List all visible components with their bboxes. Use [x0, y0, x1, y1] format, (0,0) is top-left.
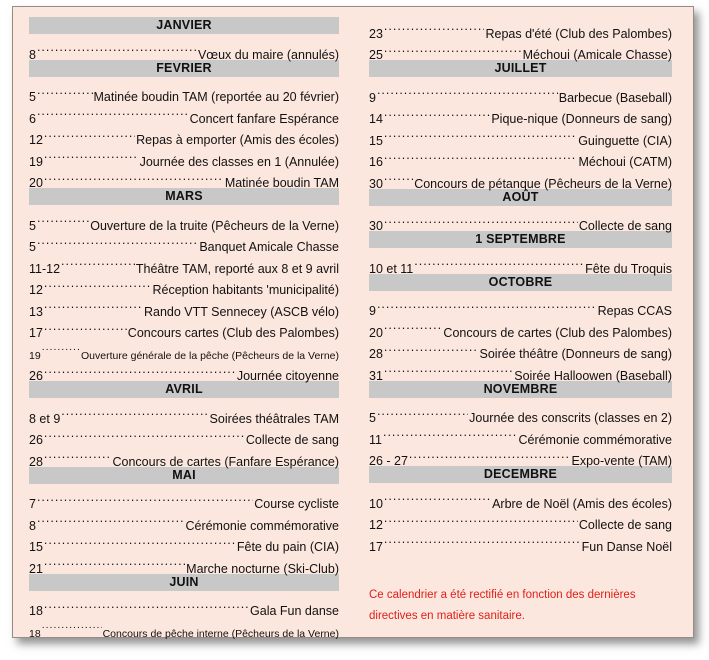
- event-label: Réception habitants 'municipalité): [152, 283, 339, 297]
- event-date: 9: [369, 90, 376, 105]
- event-date: 15: [29, 540, 43, 554]
- event-label: Course cycliste: [254, 497, 339, 511]
- event-date: 11-12: [29, 261, 61, 276]
- month-header: JANVIER: [29, 17, 339, 34]
- event-label: Ouverture de la truite (Pêcheurs de la Verne): [90, 218, 339, 233]
- event-label: Soirée théâtre (Donneurs de sang): [479, 347, 672, 361]
- dot-leader: [383, 422, 517, 444]
- event-row: [29, 208, 339, 233]
- dot-leader: [384, 358, 513, 380]
- dot-leader: [384, 508, 578, 530]
- month-header: OCTOBRE: [369, 274, 672, 291]
- month-header: AOÛT: [369, 189, 672, 206]
- event-date: 23: [369, 26, 383, 41]
- event-date: 6: [29, 111, 36, 126]
- event-label: Matinée boudin TAM: [224, 176, 339, 190]
- event-label: Gala Fun danse: [250, 604, 339, 618]
- dot-leader: [44, 294, 143, 316]
- event-label: Concert fanfare Espérance: [189, 111, 339, 126]
- dot-leader: [37, 508, 185, 530]
- event-date: 20: [369, 325, 383, 340]
- event-date: 5: [29, 218, 36, 233]
- event-date: 30: [369, 219, 383, 233]
- event-row: [29, 401, 339, 426]
- event-label: Concours de pétanque (Pêcheurs de la Verne): [414, 176, 672, 191]
- event-label: Concours cartes (Club des Palombes): [127, 326, 339, 340]
- dot-leader: [44, 423, 245, 445]
- event-label: Méchoui (Amicale Chasse): [522, 48, 672, 62]
- event-row: [369, 16, 672, 41]
- event-label: Rando VTT Sennecey (ASCB vélo): [143, 304, 339, 319]
- event-label: Repas d'été (Club des Palombes): [485, 26, 672, 41]
- dot-leader: [377, 80, 558, 102]
- event-date: 9: [369, 304, 376, 318]
- event-date: 16: [369, 155, 383, 169]
- dot-leader: [37, 487, 253, 509]
- event-label: Cérémonie commémorative: [518, 432, 672, 447]
- dot-leader: [42, 337, 80, 359]
- event-date: 5: [29, 240, 36, 254]
- event-row: [29, 487, 339, 509]
- event-label: Méchoui (CATM): [578, 155, 672, 169]
- dot-leader: [414, 251, 584, 273]
- dot-leader: [61, 251, 135, 273]
- dot-leader: [37, 80, 93, 102]
- event-label: Concours de cartes (Fanfare Espérance): [112, 454, 339, 469]
- event-label: Ouverture générale de la pêche (Pêcheurs de la Verne): [81, 349, 339, 362]
- event-date: 10: [369, 496, 383, 511]
- event-label: Pique-nique (Donneurs de sang): [491, 112, 672, 126]
- dot-leader: [44, 166, 224, 188]
- event-date: 15: [369, 133, 383, 148]
- event-date: 25: [369, 48, 383, 62]
- event-row: [369, 80, 672, 105]
- right-column: [369, 16, 672, 554]
- event-label: Vœux du maire (annulés): [197, 47, 339, 62]
- event-date: 18: [29, 604, 43, 618]
- month-header: DECEMBRE: [369, 466, 672, 483]
- sanitary-note: Ce calendrier a été rectifié en fonction des dernières directives en matière sanitaire.: [369, 589, 636, 622]
- event-date: 7: [29, 497, 36, 511]
- event-label: Journée citoyenne: [236, 369, 339, 383]
- event-label: Collecte de sang: [245, 433, 339, 447]
- event-date: 8: [29, 47, 36, 62]
- dot-leader: [377, 294, 597, 316]
- event-date: 19: [29, 349, 41, 362]
- event-label: Fête du pain (CIA): [236, 540, 339, 554]
- event-date: 30: [369, 176, 383, 191]
- event-row: [29, 594, 339, 616]
- dot-leader: [44, 359, 236, 381]
- event-date: 12: [29, 133, 43, 147]
- event-label: Fun Danse Noël: [581, 539, 672, 554]
- dot-leader: [384, 145, 578, 167]
- dot-leader: [384, 315, 443, 337]
- event-row: [369, 294, 672, 316]
- event-row: [369, 251, 672, 276]
- event-label: Fête du Troquis: [585, 261, 672, 276]
- event-label: Marche nocturne (Ski-Club): [186, 561, 339, 576]
- dot-leader: [384, 529, 581, 551]
- event-label: Guinguette (CIA): [578, 133, 672, 148]
- dot-leader: [384, 486, 491, 508]
- dot-leader: [44, 144, 139, 166]
- event-date: 17: [29, 326, 43, 340]
- dot-leader: [42, 615, 102, 637]
- event-date: 21: [29, 561, 43, 576]
- event-date: 12: [29, 283, 43, 297]
- event-date: 5: [369, 411, 376, 425]
- dot-leader: [384, 38, 522, 60]
- month-header: MAI: [29, 467, 339, 484]
- event-label: Repas CCAS: [597, 304, 672, 318]
- dot-leader: [384, 209, 578, 231]
- event-label: Collecte de sang: [578, 518, 672, 532]
- event-date: 14: [369, 112, 383, 126]
- month-header: FEVRIER: [29, 60, 339, 77]
- event-date: 31: [369, 368, 383, 383]
- dot-leader: [44, 316, 127, 338]
- dot-leader: [44, 273, 152, 295]
- event-date: 10 et 11: [369, 261, 414, 276]
- event-label: Repas à emporter (Amis des écoles): [136, 133, 339, 147]
- dot-leader: [44, 444, 112, 466]
- event-row: [29, 80, 339, 102]
- dot-leader: [44, 594, 249, 616]
- event-label: Concours de pêche interne (Pêcheurs de la Verne): [102, 627, 339, 640]
- event-row: [369, 486, 672, 511]
- event-label: Banquet Amicale Chasse: [199, 240, 339, 254]
- dot-leader: [37, 230, 198, 252]
- dot-leader: [384, 166, 413, 188]
- event-date: 8 et 9: [29, 411, 61, 426]
- event-date: 26 - 27: [369, 454, 408, 468]
- event-date: 18: [29, 627, 41, 640]
- event-date: 28: [29, 454, 43, 469]
- event-row: [29, 37, 339, 62]
- dot-leader: [409, 444, 571, 466]
- dot-leader: [44, 551, 185, 573]
- event-label: Théâtre TAM, reporté aux 8 et 9 avril: [135, 261, 339, 276]
- event-date: 19: [29, 154, 43, 169]
- dot-leader: [44, 530, 236, 552]
- event-label: Soirée Halloowen (Baseball): [514, 368, 672, 383]
- event-label: Journée des classes en 1 (Annulée): [139, 154, 339, 169]
- month-header: NOVEMBRE: [369, 381, 672, 398]
- dot-leader: [37, 101, 189, 123]
- month-header: JUIN: [29, 574, 339, 591]
- calendar-card: [12, 6, 694, 638]
- event-label: Expo-vente (TAM): [571, 454, 672, 468]
- event-date: 8: [29, 518, 36, 533]
- dot-leader: [384, 123, 577, 145]
- event-date: 20: [29, 176, 43, 190]
- event-label: Collecte de sang: [578, 219, 672, 233]
- event-label: Matinée boudin TAM (reportée au 20 février): [93, 90, 339, 104]
- event-date: 28: [369, 347, 383, 361]
- dot-leader: [37, 37, 197, 59]
- event-date: 5: [29, 90, 36, 104]
- event-date: 26: [29, 369, 43, 383]
- dot-leader: [37, 208, 89, 230]
- month-header: MARS: [29, 188, 339, 205]
- dot-leader: [44, 123, 135, 145]
- dot-leader: [61, 401, 208, 423]
- left-column: [29, 16, 339, 640]
- event-date: 11: [369, 432, 382, 447]
- event-label: Concours de cartes (Club des Palombes): [443, 325, 672, 340]
- event-label: Barbecue (Baseball): [558, 90, 672, 105]
- event-row: [369, 209, 672, 231]
- dot-leader: [377, 401, 468, 423]
- event-row: [369, 401, 672, 423]
- event-label: Soirées théâtrales TAM: [209, 411, 339, 426]
- month-header: JUILLET: [369, 60, 672, 77]
- event-label: Arbre de Noël (Amis des écoles): [492, 496, 672, 511]
- dot-leader: [384, 102, 490, 124]
- event-date: 12: [369, 518, 383, 532]
- dot-leader: [384, 16, 485, 38]
- month-header: 1 SEPTEMBRE: [369, 231, 672, 248]
- event-date: 17: [369, 539, 383, 554]
- event-date: 26: [29, 433, 43, 447]
- dot-leader: [384, 337, 479, 359]
- event-label: Journée des conscrits (classes en 2): [469, 411, 672, 425]
- month-header: AVRIL: [29, 381, 339, 398]
- event-label: Cérémonie commémorative: [185, 518, 339, 533]
- event-date: 13: [29, 304, 43, 319]
